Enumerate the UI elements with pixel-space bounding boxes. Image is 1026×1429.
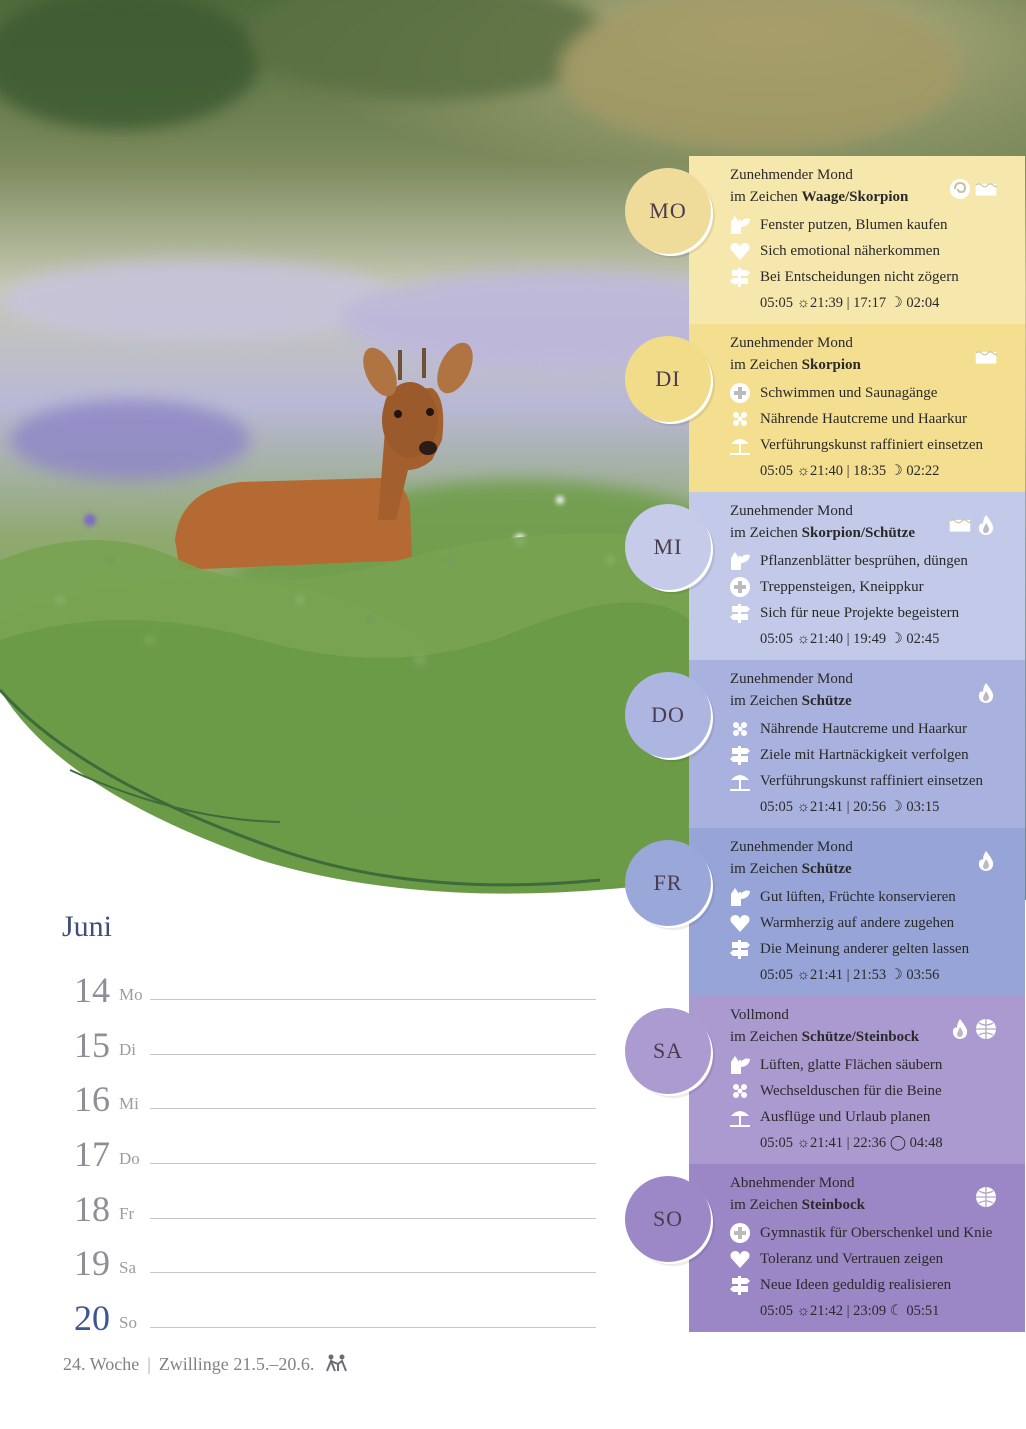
tip-text: Schwimmen und Saunagänge bbox=[760, 385, 938, 401]
date-number: 20 bbox=[74, 1298, 110, 1339]
sun-moon-times: 05:05 ☼21:40 | 19:49 ☽ 02:45 bbox=[760, 631, 940, 647]
tip-text: Wechselduschen für die Beine bbox=[760, 1083, 942, 1099]
moon-sign-prefix: im Zeichen bbox=[730, 1197, 802, 1213]
date-note-row bbox=[70, 965, 600, 1020]
health-cross-icon bbox=[728, 1222, 752, 1244]
day-circle: MO bbox=[625, 168, 711, 254]
week-number: 24. Woche bbox=[63, 1354, 140, 1374]
tip-text: Treppensteigen, Kneippkur bbox=[760, 579, 924, 595]
note-line[interactable] bbox=[150, 1108, 596, 1109]
moon-phase: Zunehmender Mond bbox=[730, 503, 853, 519]
tip-text: Ziele mit Hartnäckigkeit verfolgen bbox=[760, 747, 969, 763]
moon-sign-name: Skorpion bbox=[801, 357, 861, 373]
weekday-abbr: Mi bbox=[119, 1094, 139, 1114]
day-circle: DO bbox=[625, 672, 711, 758]
tip-text: Die Meinung anderer gelten lassen bbox=[760, 941, 970, 957]
moon-sign-name: Schütze bbox=[801, 861, 852, 877]
date-number: 19 bbox=[74, 1243, 110, 1284]
fire-element-icon bbox=[975, 682, 997, 704]
moon-sign-prefix: im Zeichen bbox=[730, 189, 802, 205]
tip-text: Toleranz und Vertrauen zeigen bbox=[760, 1251, 944, 1267]
moon-sign-name: Schütze bbox=[801, 693, 852, 709]
tip-text: Ausflüge und Urlaub planen bbox=[760, 1109, 931, 1125]
tip-item bbox=[728, 264, 1015, 290]
weekday-abbr: Do bbox=[119, 1149, 140, 1169]
day-card-fr bbox=[653, 828, 1025, 996]
tip-item bbox=[728, 600, 1015, 626]
tip-item bbox=[728, 1104, 1015, 1130]
weekday-abbr: Sa bbox=[119, 1258, 136, 1278]
element-icons bbox=[975, 682, 997, 704]
day-card-sa bbox=[652, 996, 1025, 1164]
element-icons bbox=[975, 1186, 997, 1208]
sun-moon-times: 05:05 ☼21:41 | 20:56 ☽ 03:15 bbox=[760, 799, 940, 815]
day-circle: DI bbox=[625, 336, 711, 422]
tip-text: Verführungskunst raffiniert einsetzen bbox=[760, 437, 983, 453]
sun-moon-times: 05:05 ☼21:42 | 23:09 ☾ 05:51 bbox=[760, 1303, 940, 1319]
tip-text: Nährende Hautcreme und Haarkur bbox=[760, 721, 967, 737]
fire-element-icon bbox=[949, 1018, 971, 1040]
signpost-icon bbox=[728, 744, 752, 766]
plant-icon bbox=[728, 886, 752, 908]
day-card-mo bbox=[649, 156, 1025, 324]
tip-item bbox=[728, 574, 1015, 600]
element-icons bbox=[975, 346, 997, 368]
day-card-mi bbox=[653, 492, 1025, 660]
tip-item bbox=[728, 1052, 1015, 1078]
tip-item bbox=[728, 238, 1015, 264]
day-card-so bbox=[652, 1164, 1025, 1332]
beauty-icon bbox=[728, 1080, 752, 1102]
moon-sign-prefix: im Zeichen bbox=[730, 1029, 802, 1045]
fire-element-icon bbox=[975, 514, 997, 536]
moon-sign-prefix: im Zeichen bbox=[730, 861, 802, 877]
signpost-icon bbox=[728, 938, 752, 960]
date-note-row bbox=[70, 1020, 600, 1075]
heart-icon bbox=[728, 1248, 752, 1270]
holiday-icon bbox=[728, 1106, 752, 1128]
tip-text: Sich für neue Projekte begeistern bbox=[760, 605, 960, 621]
tip-item bbox=[728, 716, 1015, 742]
tip-item bbox=[728, 406, 1015, 432]
note-line[interactable] bbox=[150, 1054, 596, 1055]
tip-item bbox=[728, 1220, 1015, 1246]
moon-sign-name: Waage/Skorpion bbox=[801, 189, 909, 205]
tip-item bbox=[728, 1078, 1015, 1104]
day-card-do bbox=[651, 660, 1025, 828]
moon-sign bbox=[730, 1194, 1015, 1216]
tip-item bbox=[728, 742, 1015, 768]
date-note-row bbox=[70, 1129, 600, 1184]
tip-text: Warmherzig auf andere zugehen bbox=[760, 915, 955, 931]
moon-sign-prefix: im Zeichen bbox=[730, 693, 802, 709]
water-element-icon bbox=[975, 346, 997, 368]
tip-text: Neue Ideen geduldig realisieren bbox=[760, 1277, 952, 1293]
signpost-icon bbox=[728, 602, 752, 624]
date-number: 15 bbox=[74, 1024, 110, 1065]
tip-text: Gut lüften, Früchte konservieren bbox=[760, 889, 956, 905]
tip-item bbox=[728, 768, 1015, 794]
moon-sign-name: Steinbock bbox=[801, 1197, 865, 1213]
day-card-di bbox=[655, 324, 1025, 492]
month-title: Juni bbox=[62, 910, 113, 943]
tip-item bbox=[728, 548, 1015, 574]
element-icons bbox=[949, 178, 997, 200]
day-circle: SA bbox=[625, 1008, 711, 1094]
moon-sign-name: Skorpion/Schütze bbox=[801, 525, 915, 541]
moon-phase: Abnehmender Mond bbox=[730, 1175, 855, 1191]
moon-sign-prefix: im Zeichen bbox=[730, 525, 802, 541]
plant-icon bbox=[728, 214, 752, 236]
tip-text: Lüften, glatte Flächen säubern bbox=[760, 1057, 943, 1073]
weekday-panel bbox=[649, 156, 1025, 1332]
date-note-row bbox=[70, 1293, 600, 1348]
tip-item bbox=[728, 432, 1015, 458]
holiday-icon bbox=[728, 434, 752, 456]
plant-icon bbox=[728, 550, 752, 572]
date-notes-list bbox=[70, 965, 600, 1348]
air-element-icon bbox=[949, 178, 971, 200]
moon-sign bbox=[730, 690, 1015, 712]
tip-text: Fenster putzen, Blumen kaufen bbox=[760, 217, 948, 233]
moon-phase: Zunehmender Mond bbox=[730, 167, 853, 183]
earth-element-icon bbox=[975, 1018, 997, 1040]
tip-text: Bei Entscheidungen nicht zögern bbox=[760, 269, 959, 285]
date-number: 14 bbox=[74, 970, 110, 1010]
note-line[interactable] bbox=[150, 999, 596, 1000]
day-circle: FR bbox=[625, 840, 711, 926]
health-cross-icon bbox=[728, 382, 752, 404]
zodiac-range: 21.5.–20.6. bbox=[233, 1354, 315, 1374]
tip-text: Sich emotional näherkommen bbox=[760, 243, 940, 259]
date-note-row bbox=[70, 1074, 600, 1129]
beauty-icon bbox=[728, 718, 752, 740]
moon-sign bbox=[730, 858, 1015, 880]
heart-icon bbox=[728, 240, 752, 262]
date-number: 16 bbox=[74, 1079, 110, 1120]
beauty-icon bbox=[728, 408, 752, 430]
moon-sign bbox=[730, 354, 1015, 376]
signpost-icon bbox=[728, 1274, 752, 1296]
tip-item bbox=[728, 212, 1015, 238]
moon-phase: Vollmond bbox=[730, 1007, 789, 1023]
tip-text: Nährende Hautcreme und Haarkur bbox=[760, 411, 967, 427]
sun-moon-times: 05:05 ☼21:40 | 18:35 ☽ 02:22 bbox=[760, 463, 940, 479]
element-icons bbox=[949, 514, 997, 536]
page-footer: 24. Woche | Zwillinge 21.5.–20.6. bbox=[63, 1354, 349, 1377]
tip-item bbox=[728, 1246, 1015, 1272]
tip-item bbox=[728, 1272, 1015, 1298]
moon-phase: Zunehmender Mond bbox=[730, 839, 853, 855]
tip-item bbox=[728, 936, 1015, 962]
health-cross-icon bbox=[728, 576, 752, 598]
holiday-icon bbox=[728, 770, 752, 792]
note-line[interactable] bbox=[150, 1218, 596, 1219]
earth-element-icon bbox=[975, 1186, 997, 1208]
element-icons bbox=[975, 850, 997, 872]
date-note-row bbox=[70, 1184, 600, 1239]
date-number: 17 bbox=[74, 1134, 110, 1175]
moon-phase: Zunehmender Mond bbox=[730, 671, 853, 687]
note-line[interactable] bbox=[150, 1327, 596, 1328]
moon-sign-name: Schütze/Steinbock bbox=[801, 1029, 920, 1045]
sun-moon-times: 05:05 ☼21:39 | 17:17 ☽ 02:04 bbox=[760, 295, 940, 311]
weekday-abbr: So bbox=[119, 1313, 137, 1333]
date-note-row bbox=[70, 1238, 600, 1293]
tip-item bbox=[728, 910, 1015, 936]
element-icons bbox=[949, 1018, 997, 1040]
note-line[interactable] bbox=[150, 1272, 596, 1273]
heart-icon bbox=[728, 912, 752, 934]
date-number: 18 bbox=[74, 1188, 110, 1229]
tip-item bbox=[728, 380, 1015, 406]
tip-item bbox=[728, 884, 1015, 910]
day-circle: SO bbox=[625, 1176, 711, 1262]
gemini-icon bbox=[325, 1354, 349, 1377]
weekday-abbr: Di bbox=[119, 1039, 136, 1059]
tip-text: Verführungskunst raffiniert einsetzen bbox=[760, 773, 983, 789]
sun-moon-times: 05:05 ☼21:41 | 21:53 ☽ 03:56 bbox=[760, 967, 940, 983]
plant-icon bbox=[728, 1054, 752, 1076]
water-element-icon bbox=[975, 178, 997, 200]
water-element-icon bbox=[949, 514, 971, 536]
weekday-abbr: Fr bbox=[119, 1203, 135, 1223]
zodiac-sign: Zwillinge bbox=[158, 1354, 229, 1374]
signpost-icon bbox=[728, 266, 752, 288]
moon-phase: Zunehmender Mond bbox=[730, 335, 853, 351]
sun-moon-times: 05:05 ☼21:41 | 22:36 ◯ 04:48 bbox=[760, 1135, 943, 1151]
note-line[interactable] bbox=[150, 1163, 596, 1164]
tip-text: Gymnastik für Oberschenkel und Knie bbox=[760, 1225, 993, 1241]
moon-sign-prefix: im Zeichen bbox=[730, 357, 802, 373]
day-circle: MI bbox=[625, 504, 711, 590]
weekday-abbr: Mo bbox=[119, 985, 143, 1004]
tip-text: Pflanzenblätter besprühen, düngen bbox=[760, 553, 968, 569]
fire-element-icon bbox=[975, 850, 997, 872]
